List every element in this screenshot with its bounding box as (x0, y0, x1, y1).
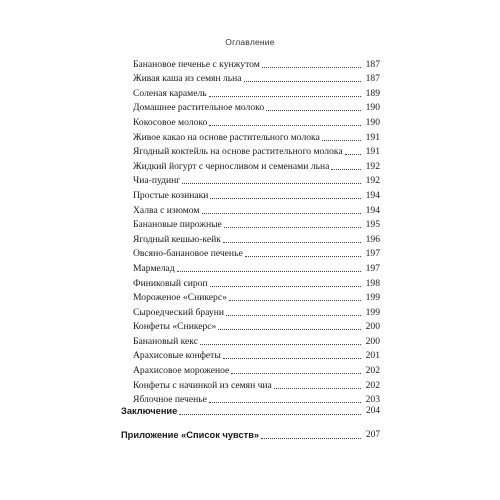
toc-entry-title: Мороженое «Сникерс» (133, 292, 227, 304)
dot-leader (179, 414, 361, 415)
toc-entry (133, 347, 380, 362)
toc-entry-page: 192 (365, 175, 380, 187)
dot-leader (231, 373, 361, 374)
toc-entry-page: 202 (365, 379, 380, 391)
toc-entry-page: 200 (365, 321, 380, 333)
dot-leader (322, 140, 361, 141)
toc-sections (121, 393, 380, 441)
dot-leader (244, 81, 361, 82)
toc-entry (133, 318, 380, 333)
toc-entry (133, 99, 380, 114)
toc-entry-page: 201 (365, 350, 380, 362)
toc-entry-title: Овсяно-банановое печенье (133, 248, 243, 260)
dot-leader (209, 96, 361, 97)
dot-leader (226, 315, 361, 316)
toc-entry (133, 274, 380, 289)
toc-entry-title: Жидкий йогурт с черносливом и семенами льна (133, 160, 330, 172)
toc-entry-page: 203 (365, 394, 380, 406)
toc-entry-title: Халва с изюмом (133, 204, 200, 216)
toc-entry-title: Конфеты с начинкой из семян чиа (133, 379, 272, 391)
toc-section-page: 204 (366, 406, 380, 416)
dot-leader (200, 344, 361, 345)
toc-section-page: 207 (366, 430, 380, 440)
dot-leader (245, 256, 361, 257)
toc-entry-title: Банановое печенье с кунжутом (133, 58, 260, 70)
toc-entry-title: Ягодный коктейль на основе растительного молока (133, 146, 343, 158)
toc-entry-title: Кокосовое молоко (133, 116, 208, 128)
toc-entry-title: Мармелад (133, 262, 175, 274)
toc-entry-title: Живое какао на основе растительного молока (133, 131, 320, 143)
toc-entry (133, 361, 380, 376)
toc-entry-page: 190 (365, 116, 380, 128)
toc-entry-page: 198 (365, 277, 380, 289)
toc-entry-page: 202 (365, 365, 380, 377)
toc-entry-title: Арахисовые конфеты (133, 350, 221, 362)
dot-leader (274, 388, 361, 389)
toc-entry-page: 190 (365, 102, 380, 114)
toc-entry-title: Чиа-пудинг (133, 175, 181, 187)
toc-entry-title: Сыроедческий брауни (133, 306, 224, 318)
toc-section-appendix (121, 417, 380, 441)
toc-entry (133, 70, 380, 85)
toc-entry-title: Конфеты «Сникерс» (133, 321, 217, 333)
toc-entry (133, 259, 380, 274)
toc-entry-title: Простые козинаки (133, 189, 209, 201)
toc-entry-title: Яблочное печенье (133, 394, 207, 406)
toc-entry (133, 128, 380, 143)
dot-leader (210, 286, 361, 287)
toc-entry (133, 113, 380, 128)
dot-leader (261, 438, 361, 439)
dot-leader (345, 154, 361, 155)
toc-entry-title: Банановые пирожные (133, 219, 222, 231)
toc-entry-page: 194 (365, 204, 380, 216)
dot-leader (209, 125, 361, 126)
toc-entry-page: 192 (365, 160, 380, 172)
toc-section-title: Приложение «Список чувств» (121, 430, 260, 440)
toc-entry (133, 55, 380, 70)
dot-leader (229, 300, 361, 301)
dot-leader (266, 110, 361, 111)
toc-entry (133, 332, 380, 347)
toc-entry (133, 230, 380, 245)
dot-leader (331, 169, 361, 170)
toc-entry-title: Банановый кекс (133, 335, 198, 347)
dot-leader (224, 227, 361, 228)
toc-section-conclusion (121, 393, 380, 417)
dot-leader (202, 213, 362, 214)
running-header: Оглавление (225, 37, 275, 47)
toc-entry-page: 187 (365, 73, 380, 85)
dot-leader (262, 67, 361, 68)
toc-list (133, 55, 380, 405)
toc-entry (133, 172, 380, 187)
toc-entry-title: Соленая карамель (133, 87, 207, 99)
toc-entry (133, 245, 380, 260)
toc-section-title: Заключение (121, 406, 178, 416)
dot-leader (210, 198, 361, 199)
dot-leader (223, 242, 361, 243)
toc-entry-title: Ягодный кешью-кейк (133, 233, 221, 245)
toc-entry (133, 289, 380, 304)
toc-entry-page: 197 (365, 262, 380, 274)
toc-entry-title: Домашнее растительное молоко (133, 102, 265, 114)
dot-leader (177, 271, 361, 272)
toc-entry (133, 157, 380, 172)
toc-entry-title: Арахисовое мороженое (133, 365, 230, 377)
toc-entry-page: 195 (365, 219, 380, 231)
toc-entry (133, 186, 380, 201)
toc-entry-page: 199 (365, 292, 380, 304)
toc-entry (133, 376, 380, 391)
toc-entry (133, 303, 380, 318)
toc-entry-page: 191 (365, 146, 380, 158)
toc-entry (133, 216, 380, 231)
toc-entry-page: 187 (365, 58, 380, 70)
toc-entry (133, 84, 380, 99)
toc-entry-page: 191 (365, 131, 380, 143)
toc-entry (133, 201, 380, 216)
dot-leader (182, 183, 361, 184)
toc-entry-title: Живая каша из семян льна (133, 73, 242, 85)
dot-leader (223, 358, 361, 359)
dot-leader (218, 329, 361, 330)
toc-entry-page: 196 (365, 233, 380, 245)
toc-entry-page: 197 (365, 248, 380, 260)
toc-entry-page: 199 (365, 306, 380, 318)
toc-entry-page: 194 (365, 189, 380, 201)
toc-entry-title: Финиковый сироп (133, 277, 208, 289)
toc-entry-page: 200 (365, 335, 380, 347)
toc-entry (133, 143, 380, 158)
toc-entry-page: 189 (365, 87, 380, 99)
